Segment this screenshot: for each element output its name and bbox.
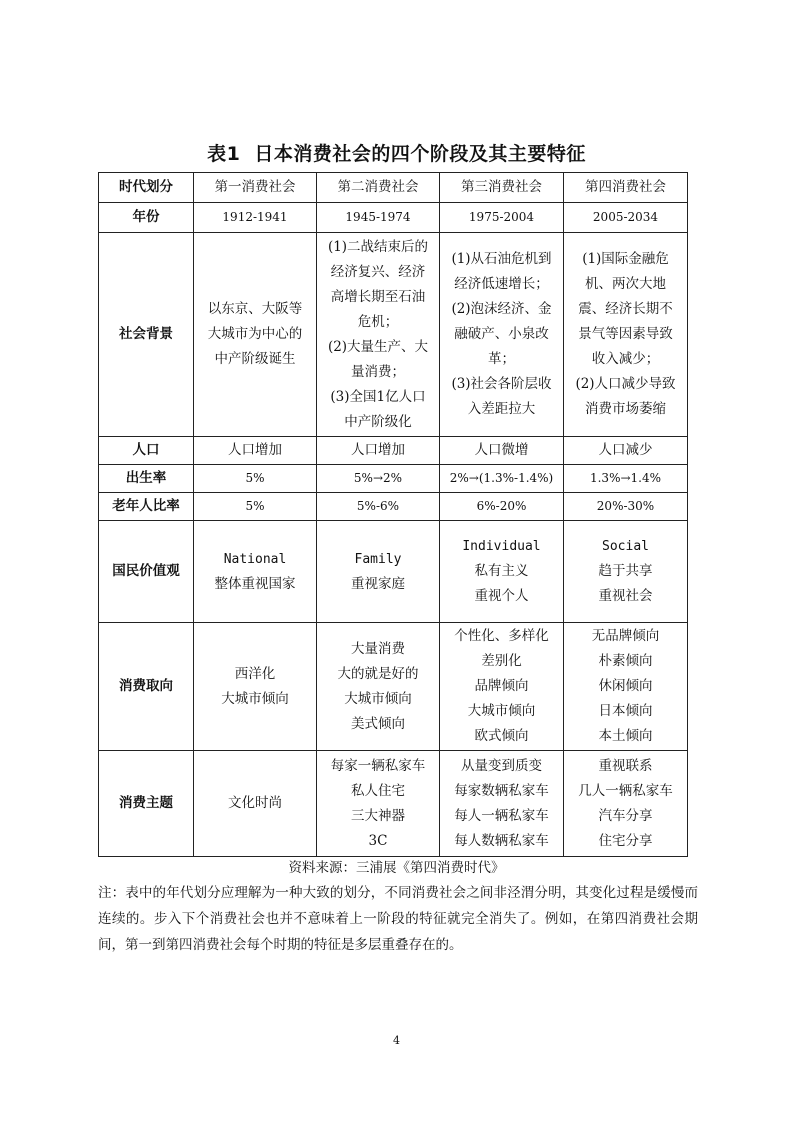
cell-line: 危机；: [357, 313, 399, 330]
cell-line: (1)从石油危机到: [451, 251, 552, 267]
cell: [440, 751, 564, 857]
cell-line: 入差距拉大: [467, 401, 536, 417]
cell: [317, 233, 440, 437]
cell-line: 经济低速增长；: [454, 276, 549, 292]
cell-line: 每人一辆私家车: [454, 807, 549, 824]
cell-line: 日本倾向: [598, 703, 653, 719]
cell: [564, 233, 688, 437]
cell: [194, 751, 317, 857]
cell-line: 文化时尚: [228, 795, 282, 811]
cell-line: 住宅分享: [598, 832, 653, 849]
cell: 第四消费社会: [564, 173, 688, 203]
cell-line: 融破产、小泉改: [454, 326, 549, 342]
cell-line: 震、经济长期不: [578, 301, 673, 317]
cell-line: 每人数辆私家车: [454, 832, 549, 849]
cell: [440, 233, 564, 437]
cell-line: 重视联系: [598, 757, 653, 774]
cell: [440, 623, 564, 751]
row-label: 社会背景: [99, 233, 194, 437]
cell-line: 中产阶级化: [344, 413, 412, 430]
cell-line: 大城市倾向: [221, 690, 289, 707]
cell-line: 重视家庭: [351, 575, 405, 592]
cell-line: 中产阶级诞生: [214, 351, 296, 367]
cell-line: (2)人口减少导致: [575, 376, 676, 392]
cell: 1912-1941: [194, 203, 317, 233]
cell-line: Individual: [462, 539, 541, 554]
cell-line: 个性化、多样化: [454, 628, 549, 644]
cell-line: 大量消费: [351, 640, 405, 657]
row-label: 国民价值观: [99, 521, 194, 623]
cell-line: (2)大量生产、大: [327, 338, 429, 355]
cell-line: 收入减少；: [591, 351, 660, 367]
cell: [317, 751, 440, 857]
cell: 人口微增: [440, 437, 564, 465]
row-label: 时代划分: [99, 173, 194, 203]
cell: 第二消费社会: [317, 173, 440, 203]
cell-line: 量消费；: [351, 363, 405, 380]
cell: [194, 233, 317, 437]
row-label: 年份: [99, 203, 194, 233]
cell-line: 3C: [368, 832, 388, 849]
cell-line: 大城市为中心的: [207, 326, 303, 342]
cell-line: 休闲倾向: [598, 678, 653, 694]
cell-line: National: [223, 551, 287, 567]
cell-line: 从量变到质变: [461, 757, 542, 774]
cell-line: 美式倾向: [351, 715, 405, 732]
cell: 人口增加: [194, 437, 317, 465]
table-row-background: [99, 233, 688, 437]
cell-line: 无品牌倾向: [591, 628, 660, 644]
table-row-population: [99, 437, 688, 465]
cell: 1975-2004: [440, 203, 564, 233]
cell-line: 私人住宅: [351, 782, 405, 799]
cell-line: 每家数辆私家车: [454, 782, 549, 799]
table-number: 表1: [207, 143, 241, 165]
cell-line: 景气等因素导致: [578, 326, 673, 342]
cell-line: (1)二战结束后的: [327, 238, 429, 255]
row-label: 老年人比率: [99, 493, 194, 521]
cell-line: (3)全国1亿人口: [330, 388, 426, 405]
cell: 第三消费社会: [440, 173, 564, 203]
page-number: 4: [393, 1034, 400, 1047]
cell-line: 差别化: [481, 653, 522, 669]
table-row-elderly-ratio: [99, 493, 688, 521]
cell: 5%-6%: [317, 493, 440, 521]
cell-line: 三大神器: [351, 807, 405, 824]
cell: [564, 521, 688, 623]
cell-line: 大的就是好的: [337, 665, 419, 682]
row-label: 消费取向: [99, 623, 194, 751]
table-title: [0, 139, 793, 166]
cell-line: 高增长期至石油: [330, 288, 426, 305]
cell-line: 消费市场萎缩: [585, 401, 666, 417]
cell-line: 大城市倾向: [467, 703, 536, 719]
cell-line: 大城市倾向: [344, 690, 412, 707]
cell: 2%→(1.3%-1.4%): [440, 465, 564, 493]
consumption-society-table: [98, 172, 688, 857]
table-note: 注：表中的年代划分应理解为一种大致的划分，不同消费社会之间非泾渭分明，其变化过程是缓慢而连续的。步入下个消费社会也并不意味着上一阶段的特征就完全消失了。例如，在第四消费社会期间，第一到第四消费社会每个时期的特征是多层重叠存在的。: [98, 885, 698, 953]
cell: 第一消费社会: [194, 173, 317, 203]
table-row-birth-rate: [99, 465, 688, 493]
cell: 1.3%→1.4%: [564, 465, 688, 493]
row-label: 出生率: [99, 465, 194, 493]
cell-line: 以东京、大阪等: [207, 301, 303, 317]
cell-line: 朴素倾向: [598, 653, 653, 669]
cell-line: 本土倾向: [598, 728, 653, 744]
cell: [194, 623, 317, 751]
cell: [440, 521, 564, 623]
cell: 2005-2034: [564, 203, 688, 233]
cell: [194, 521, 317, 623]
table-row-header: [99, 173, 688, 203]
cell: 人口增加: [317, 437, 440, 465]
table-title-text: 日本消费社会的四个阶段及其主要特征: [254, 143, 586, 165]
cell-line: 重视社会: [598, 588, 653, 604]
cell-line: 革；: [488, 351, 515, 367]
cell: 20%-30%: [564, 493, 688, 521]
cell: 5%: [194, 493, 317, 521]
cell: 1945-1974: [317, 203, 440, 233]
table-row-year: [99, 203, 688, 233]
cell: 5%: [194, 465, 317, 493]
cell-line: 几人一辆私家车: [578, 782, 673, 799]
cell: [317, 521, 440, 623]
cell-line: (3)社会各阶层收: [451, 376, 552, 392]
cell: 6%-20%: [440, 493, 564, 521]
cell-line: 重视个人: [474, 588, 529, 604]
row-label: 人口: [99, 437, 194, 465]
source-citation: 资料来源：三浦展《第四消费时代》: [288, 860, 505, 876]
table-row-values: [99, 521, 688, 623]
cell: 人口减少: [564, 437, 688, 465]
cell: [317, 623, 440, 751]
cell-line: Family: [354, 551, 402, 567]
cell-line: 西洋化: [234, 665, 276, 682]
cell: [564, 751, 688, 857]
cell-line: 经济复兴、经济: [330, 263, 426, 280]
cell: 5%→2%: [317, 465, 440, 493]
table-row-orientation: [99, 623, 688, 751]
cell-line: (1)国际金融危: [582, 251, 669, 267]
cell-line: 机、两次大地: [585, 276, 666, 292]
cell-line: 品牌倾向: [474, 678, 529, 694]
cell-line: 汽车分享: [598, 807, 653, 824]
row-label: 消费主题: [99, 751, 194, 857]
cell: [564, 623, 688, 751]
cell-line: 每家一辆私家车: [330, 757, 426, 774]
cell-line: 欧式倾向: [474, 728, 529, 744]
cell-line: Social: [602, 539, 649, 554]
cell-line: 私有主义: [474, 563, 529, 579]
table-row-theme: [99, 751, 688, 857]
cell-line: 趋于共享: [598, 563, 653, 579]
cell-line: (2)泡沫经济、金: [451, 301, 552, 317]
cell-line: 整体重视国家: [214, 575, 296, 592]
